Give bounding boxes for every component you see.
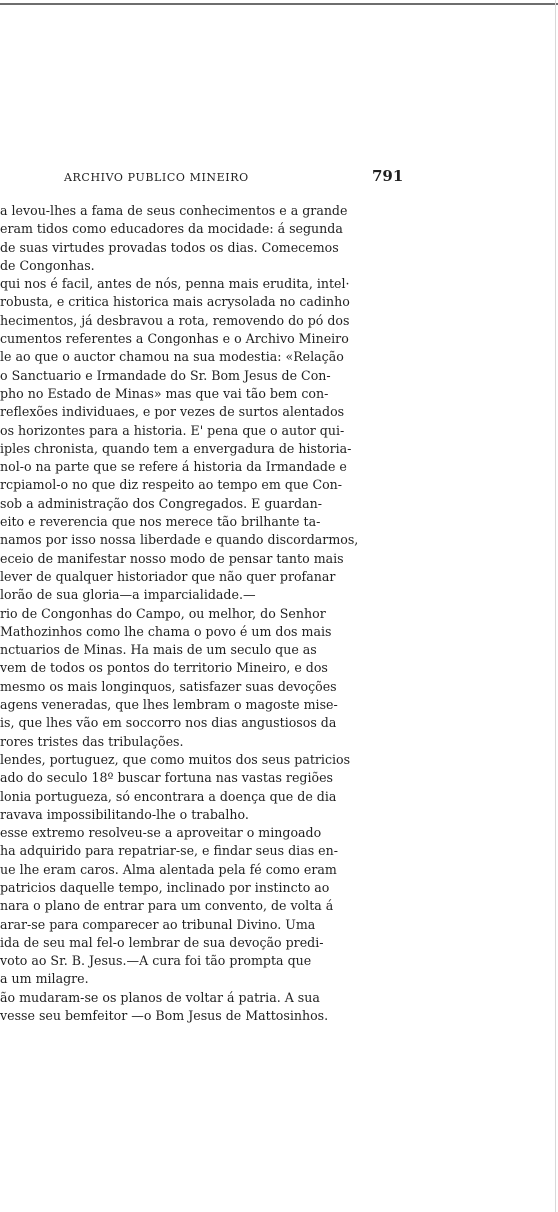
text-line: nol-o na parte que se refere á historia da Irmandade e xyxy=(0,459,347,475)
text-line: eram tidos como educadores da mocidade: á segunda xyxy=(0,221,343,237)
text-line: nctuarios de Minas. Ha mais de um seculo que as xyxy=(0,642,317,658)
text-line: eceio de manifestar nosso modo de pensar tanto mais xyxy=(0,550,344,566)
text-line: sob a administração dos Congregados. E guardan- xyxy=(0,495,322,511)
body-text xyxy=(0,202,406,1025)
text-line: a um milagre. xyxy=(0,971,89,987)
text-line: rores tristes das tribulações. xyxy=(0,733,184,749)
text-line: lever de qualquer historiador que não quer profanar xyxy=(0,568,336,584)
text-line: rio de Congonhas do Campo, ou melhor, do Senhor xyxy=(0,605,326,621)
text-line: lonia portugueza, só encontrara a doença que de dia xyxy=(0,788,337,804)
text-line: ida de seu mal fel-o lembrar de sua devoção predi- xyxy=(0,934,324,950)
text-line: iples chronista, quando tem a envergadura de historia- xyxy=(0,440,352,456)
page-number: 791 xyxy=(372,167,404,185)
text-line: patricios daquelle tempo, inclinado por instincto ao xyxy=(0,879,330,895)
text-line: pho no Estado de Minas» mas que vai tão bem con- xyxy=(0,385,329,401)
text-line: ha adquirido para repatriar-se, e findar seus dias en- xyxy=(0,843,338,859)
text-line: agens veneradas, que lhes lembram o magoste mise- xyxy=(0,697,338,713)
text-line: rcpiamol-o no que diz respeito ao tempo em que Con- xyxy=(0,477,343,493)
text-line: lorão de sua gloria—a imparcialidade.— xyxy=(0,587,256,603)
text-line: ado do seculo 18º buscar fortuna nas vastas regiões xyxy=(0,770,333,786)
text-line: vesse seu bemfeitor —o Bom Jesus de Mattosinhos. xyxy=(0,1008,329,1024)
text-line: namos por isso nossa liberdade e quando discordarmos, xyxy=(0,532,359,548)
text-line: mesmo os mais longinquos, satisfazer suas devoções xyxy=(0,678,337,694)
text-line: cumentos referentes a Congonhas e o Archivo Mineiro xyxy=(0,331,349,347)
text-line: esse extremo resolveu-se a aproveitar o mingoado xyxy=(0,825,322,841)
text-line: eito e reverencia que nos merece tão brilhante ta- xyxy=(0,514,321,530)
text-line: ão mudaram-se os planos de voltar á patria. A sua xyxy=(0,989,320,1005)
text-line: le ao que o auctor chamou na sua modestia: «Relação xyxy=(0,349,344,365)
text-line: ravava impossibilitando-lhe o trabalho. xyxy=(0,806,249,822)
text-line: voto ao Sr. B. Jesus.—A cura foi tão prompta que xyxy=(0,953,312,969)
text-line: lendes, portuguez, que como muitos dos seus patricios xyxy=(0,751,351,767)
text-line: robusta, e critica historica mais acrysolada no cadinho xyxy=(0,294,350,310)
text-line: qui nos é facil, antes de nós, penna mais erudita, intel· xyxy=(0,276,350,292)
text-line: de suas virtudes provadas todos os dias. Comecemos xyxy=(0,239,339,255)
running-title: ARCHIVO PUBLICO MINEIRO xyxy=(64,171,249,184)
text-line: ue lhe eram caros. Alma alentada pela fé como eram xyxy=(0,861,337,877)
text-line: nara o plano de entrar para um convento, de volta á xyxy=(0,898,334,914)
text-line: arar-se para comparecer ao tribunal Divino. Uma xyxy=(0,916,316,932)
running-head xyxy=(0,167,558,189)
text-line: hecimentos, já desbravou a rota, removendo do pó dos xyxy=(0,312,350,328)
text-line: a levou-lhes a fama de seus conhecimentos e a grande xyxy=(0,203,348,218)
text-line: de Congonhas. xyxy=(0,257,95,273)
text-line: o Sanctuario e Irmandade do Sr. Bom Jesus de Con- xyxy=(0,367,331,383)
text-line: reflexões individuaes, e por vezes de surtos alentados xyxy=(0,404,345,420)
text-line: vem de todos os pontos do territorio Mineiro, e dos xyxy=(0,660,328,676)
top-rule xyxy=(0,3,558,5)
text-line: os horizontes para a historia. E' pena que o autor qui- xyxy=(0,422,345,438)
text-line: is, que lhes vão em soccorro nos dias angustiosos da xyxy=(0,715,337,731)
text-line: Mathozinhos como lhe chama o povo é um dos mais xyxy=(0,623,332,639)
